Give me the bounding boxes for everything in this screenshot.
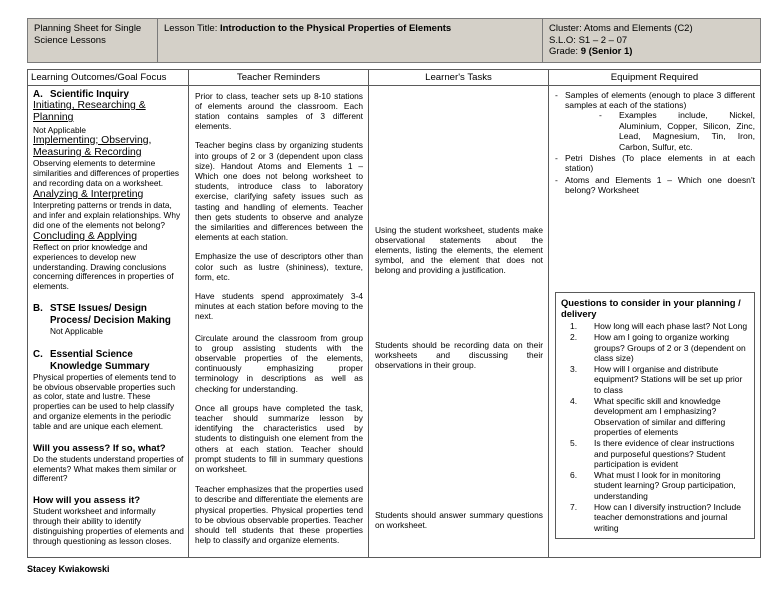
section-a-sub2-title: Implementing; Observing, Measuring & Recording xyxy=(33,134,152,158)
column-header-learning-outcomes: Learning Outcomes/Goal Focus xyxy=(28,69,189,85)
question-number: 4. xyxy=(570,396,578,407)
question-text: Is there evidence of clear instructions and purposeful questions? Student participation is evident xyxy=(594,438,735,469)
slo-label: S.L.O: xyxy=(549,34,576,46)
list-item xyxy=(561,502,750,533)
header-table xyxy=(27,18,761,63)
section-a-letter: A. xyxy=(33,88,43,100)
slo-row xyxy=(549,35,755,47)
question-text: How long will each phase last? Not Long xyxy=(594,320,748,331)
equipment-sub-list xyxy=(565,110,755,152)
section-a-sub3-body: Interpreting patterns or trends in data, and infer and explain relationships. Why did one of the elements not belong? xyxy=(33,199,181,230)
teacher-reminder-paragraph: Teacher begins class by organizing students into groups of 2 or 3 (dependent upon class size). Handout Atoms and Elements 1 – Which one does not belong worksheet to students, introduce class to laboratory exercise, clarifying safety issues such as tasting and handling of elements. Teacher then gets students to observe and analyze the similarities and differences between the elements at each station. xyxy=(195,140,363,243)
list-item xyxy=(561,321,750,331)
cluster-label: Cluster: xyxy=(549,23,582,34)
section-a-sub3-title: Analyzing & Interpreting xyxy=(33,188,144,200)
lesson-plan-table xyxy=(27,69,761,559)
author-footer: Stacey Kwiakowski xyxy=(27,564,110,575)
section-a-sub2-body: Observing elements to determine similarities and differences of properties and recording data on a worksheet. xyxy=(33,157,180,188)
questions-list xyxy=(561,321,750,533)
section-a-heading xyxy=(33,89,184,101)
equipment-required-cell xyxy=(549,85,761,558)
section-c-title: Essential Science Knowledge Summary xyxy=(50,349,150,373)
section-a-sub1-title: Initiating, Researching & Planning xyxy=(33,100,146,124)
column-header-equipment-required: Equipment Required xyxy=(549,69,761,85)
list-item xyxy=(565,110,755,152)
column-header-learner-tasks: Learner's Tasks xyxy=(369,69,549,85)
teacher-reminder-paragraph: Have students spend approximately 3-4 minutes at each station before moving to the next. xyxy=(195,290,363,322)
teacher-reminder-paragraph: Once all groups have completed the task, teacher should summarize lesson by identifying the characteristics used by students to distinguish one element from the others at each station. Teacher should prompt students to fill in summary questions on worksheet. xyxy=(195,402,363,474)
equipment-item-text: Petri Dishes (To place elements in at each station) xyxy=(565,152,755,174)
sheet-title-cell xyxy=(28,19,158,63)
section-b-heading xyxy=(33,303,184,326)
assessment-question-1-heading: Will you assess? If so, what? xyxy=(33,443,166,455)
list-item xyxy=(561,470,750,501)
assessment-question-1-body: Do the students understand properties of elements? What makes them similar or different? xyxy=(33,453,184,484)
equipment-subitem-text: Examples include, Nickel, Aluminium, Copper, Silicon, Zinc, Lead, Magnesium, Tin, Iron, Carbon, Sulfur, etc. xyxy=(619,110,755,152)
dash-bullet-icon: - xyxy=(555,152,558,163)
section-b-letter: B. xyxy=(33,303,43,315)
learner-task-paragraph: Students should answer summary questions on worksheet. xyxy=(375,510,543,531)
section-a-title: Scientific Inquiry xyxy=(50,88,129,100)
sheet-title-line2: Science Lessons xyxy=(34,34,106,46)
slo-value: S1 – 2 – 07 xyxy=(578,34,628,46)
column-header-teacher-reminders: Teacher Reminders xyxy=(189,69,369,85)
question-number: 2. xyxy=(570,332,578,343)
lesson-title-cell xyxy=(158,19,543,63)
question-text: How am I going to organize working groups? Groups of 2 or 3 (dependent on class size) xyxy=(594,332,746,363)
list-item xyxy=(561,396,750,437)
cluster-value: Atoms and Elements (C2) xyxy=(583,23,693,34)
question-text: How will I organise and distribute equipment? Stations will be set up prior to class xyxy=(594,364,743,395)
dash-bullet-icon: - xyxy=(599,110,602,121)
section-c-heading xyxy=(33,349,184,372)
learner-task-paragraph: Using the student worksheet, students make observational statements about the elements, listing the elements, the element symbol, and the element that does not belong and providing a justification. xyxy=(375,224,543,276)
question-number: 7. xyxy=(570,502,578,513)
equipment-item-text: Atoms and Elements 1 – Which one doesn't belong? Worksheet xyxy=(565,174,755,196)
assessment-question-2-body: Student worksheet and informally through their ability to identify distinguishing properties of elements and through questioning as lesson closes. xyxy=(33,505,184,546)
grade-value: 9 (Senior 1) xyxy=(580,46,633,57)
equipment-list xyxy=(555,90,755,196)
sheet-title-line1: Planning Sheet for Single xyxy=(34,23,142,34)
list-item xyxy=(555,153,755,174)
list-item xyxy=(561,332,750,363)
teacher-reminder-paragraph: Circulate around the classroom from group to group assisting students with the observable properties of the elements, continuously emphasizing proper terminology in descriptions as well as checking for understanding. xyxy=(195,332,363,394)
questions-box-title: Questions to consider in your planning / delivery xyxy=(561,296,741,319)
grade-row xyxy=(549,46,755,58)
teacher-reminder-paragraph: Teacher emphasizes that the properties used to describe and differentiate the elements are physical properties. Physical properties tend to be obvious observable properties. Teacher should tell students that these properties help to classify and organize elements. xyxy=(195,484,363,546)
section-c-body: Physical properties of elements tend to be obvious observable properties such as color, state and lustre. These properties can be used to help classify and organize elements in the periodic table and are unique each element. xyxy=(33,371,176,432)
section-a-sub4-body: Reflect on prior knowledge and experiences to develop new understanding. Drawing conclusions concerning differences in properties of elements. xyxy=(33,241,174,292)
lesson-title-value: Introduction to the Physical Properties of Elements xyxy=(219,23,452,34)
dash-bullet-icon: - xyxy=(555,89,558,100)
questions-to-consider-box xyxy=(555,292,755,539)
learner-tasks-cell xyxy=(369,85,549,558)
assessment-question-2-heading: How will you assess it? xyxy=(33,495,141,507)
teacher-reminder-paragraph: Prior to class, teacher sets up 8-10 stations of elements around the classroom. Each station contains samples of 3 different elements. xyxy=(195,90,363,132)
list-item xyxy=(555,90,755,152)
cluster-row xyxy=(549,23,755,35)
question-number: 3. xyxy=(570,364,578,375)
list-item xyxy=(561,438,750,469)
teacher-reminders-cell xyxy=(189,85,369,558)
learner-task-paragraph: Students should be recording data on their worksheets and discussing their observations in their group. xyxy=(375,339,543,370)
table-header-row xyxy=(28,69,761,85)
table-body-row xyxy=(28,85,761,558)
section-b-title: STSE Issues/ Design Process/ Decision Making xyxy=(50,303,171,326)
section-a-sub1-body: Not Applicable xyxy=(33,124,87,135)
section-c-letter: C. xyxy=(33,349,43,361)
question-number: 5. xyxy=(570,438,578,449)
list-item xyxy=(555,175,755,196)
teacher-reminder-paragraph: Emphasize the use of descriptors other than color such as lustre (shininess), texture, form, etc. xyxy=(195,251,363,282)
section-a-sub4-title: Concluding & Applying xyxy=(33,230,137,242)
question-text: What must I look for in monitoring student learning? Group participation, understanding xyxy=(594,470,736,501)
question-text: What specific skill and knowledge development am I emphasizing? Observation of similar and differing properties of elements xyxy=(594,396,726,437)
section-b-body: Not Applicable xyxy=(50,326,104,337)
equipment-item-text: Samples of elements (enough to place 3 different samples at each of the stations) xyxy=(565,89,755,110)
list-item xyxy=(561,364,750,395)
question-text: How can I diversify instruction? Include teacher demonstrations and journal writing xyxy=(594,502,741,533)
dash-bullet-icon: - xyxy=(555,174,558,185)
lesson-title-label: Lesson Title: xyxy=(164,23,218,34)
grade-label: Grade: xyxy=(549,46,579,57)
learning-outcomes-cell xyxy=(28,85,189,558)
curriculum-meta-cell xyxy=(543,19,761,63)
question-number: 6. xyxy=(570,470,578,481)
question-number: 1. xyxy=(570,320,578,331)
header-row xyxy=(28,19,761,63)
